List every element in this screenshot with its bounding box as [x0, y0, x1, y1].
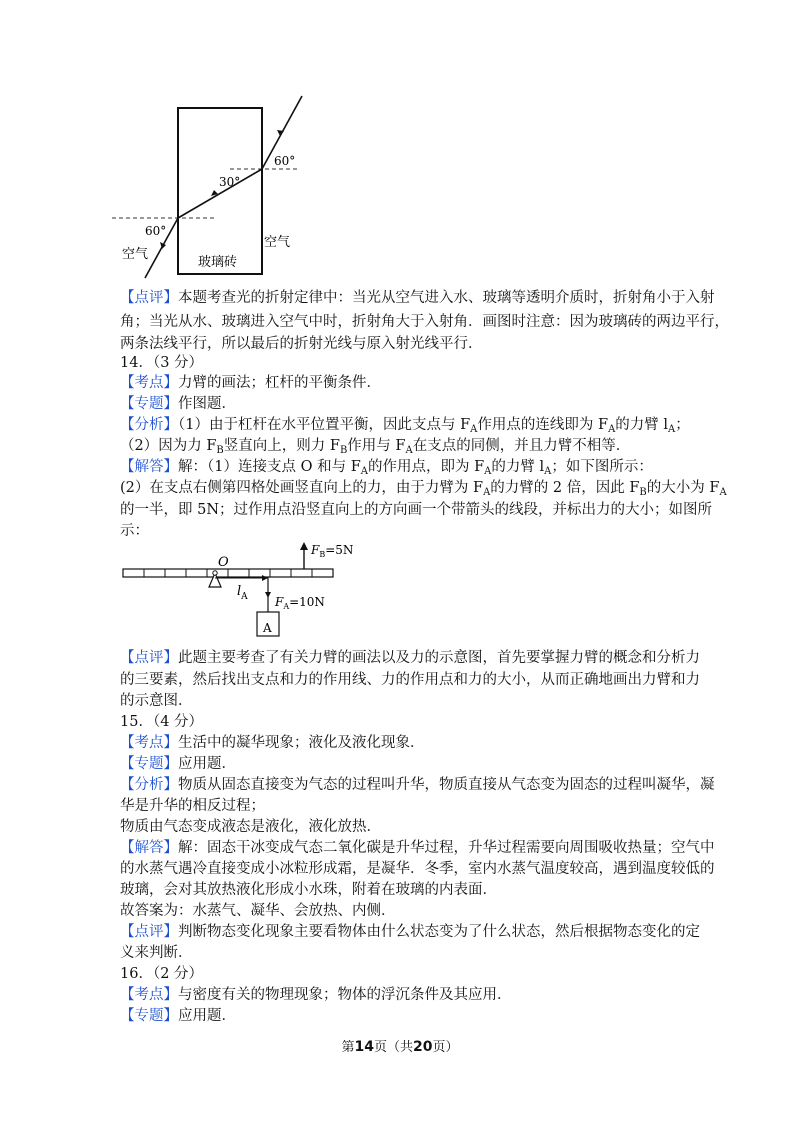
q15-fenxi-line3: 物质由气态变成液态是液化，液化放热．: [120, 819, 381, 835]
q15-fenxi-line1: 【分析】物质从固态直接变为气态的过程叫升华，物质直接从气态变为固态的过程叫凝华，凝: [120, 777, 715, 793]
q14-dianping-line1: 【点评】此题主要考查了有关力臂的画法以及力的示意图，首先要掌握力臂的概念和分析力: [120, 650, 700, 666]
q13-comment-line1: 【点评】本题考查光的折射定律中：当光从空气进入水、玻璃等透明介质时，折射角小于入射: [120, 290, 715, 306]
refraction-figure: [112, 92, 317, 282]
arrow-mark-1: [277, 130, 284, 136]
pivot-label: O: [218, 555, 229, 570]
q14-fenxi-line2: （2）因为力 $F_B$竖直向上，则力 $F_B$作用与 $F_A$在支点的同侧，并且力臂不相等．: [120, 438, 631, 456]
q15-dianping-line1: 【点评】判断物态变化现象主要看物体由什么状态变为了什么状态，然后根据物态变化的定: [120, 924, 700, 940]
pivot-point: [213, 571, 217, 575]
q15-jieda-line3: 玻璃，会对其放热液化形成小水珠，附着在玻璃的内表面．: [120, 882, 497, 898]
q16-header: 16．（2 分）: [120, 966, 204, 982]
force-fa-label: $F_A=10N$: [275, 595, 325, 611]
weight-block-label: A: [263, 621, 272, 635]
q14-zhuanti: 【专题】作图题．: [120, 396, 236, 412]
q14-jieda-line3: 的一半，即 5N；过作用点沿竖直向上的方向画一个带箭头的线段，并标出力的大小；如图所: [120, 502, 713, 518]
page-footer: 第14页（共20页）: [341, 1039, 459, 1055]
angle-mid-label: 30°: [219, 175, 241, 189]
air-left-label: 空气: [122, 247, 149, 262]
q15-fenxi-line2: 华是升华的相反过程；: [120, 798, 265, 814]
q14-jieda-line2: (2）在支点右侧第四格处画竖直向上的力，由于力臂为 $F_A$的力臂的 2 倍，因此 $F_B$的大小为 $F_A$: [120, 480, 727, 498]
q14-kaodian: 【考点】力臂的画法；杠杆的平衡条件．: [120, 375, 381, 391]
q15-kaodian: 【考点】生活中的凝华现象；液化及液化现象．: [120, 735, 425, 751]
page-number: 14: [354, 1039, 374, 1055]
glass-block: [178, 108, 262, 274]
q14-header: 14．（3 分）: [120, 355, 204, 371]
q15-zhuanti: 【专题】应用题．: [120, 756, 236, 772]
q14-jieda-line1: 【解答】解：（1）连接支点 O 和与 $F_A$的作用点，即为 $F_A$的力臂 $l_A$；如下图所示：: [120, 459, 653, 477]
q15-answer: 故答案为：水蒸气、凝华、会放热、内侧．: [120, 903, 396, 919]
q16-zhuanti: 【专题】应用题．: [120, 1008, 236, 1024]
force-fa-arrow: [265, 592, 271, 598]
angle-bottom-label: 60°: [145, 224, 167, 238]
q14-dianping-line2: 的三要素，然后找出支点和力的作用线、力的作用点和力的大小，从而正确地画出力臂和力: [120, 672, 700, 688]
q14-jieda-line4: 示：: [120, 523, 149, 539]
air-right-label: 空气: [264, 235, 291, 250]
moment-arm-label: $l_A$: [237, 584, 248, 602]
q13-comment-line2: 角；当光从水、玻璃进入空气中时，折射角大于入射角．画图时注意：因为玻璃砖的两边平行，: [120, 314, 729, 330]
q14-dianping-line3: 的示意图．: [120, 693, 193, 709]
angle-top-label: 60°: [274, 154, 296, 168]
q15-jieda-line1: 【解答】解：固态干冰变成气态二氧化碳是升华过程，升华过程需要向周围吸收热量；空气中: [120, 840, 715, 856]
glass-label: 玻璃砖: [198, 255, 238, 270]
force-fb-arrow: [300, 542, 308, 550]
q13-comment-line3: 两条法线平行，所以最后的折射光线与原入射光线平行．: [120, 336, 483, 352]
q15-header: 15．（4 分）: [120, 714, 204, 730]
q16-kaodian: 【考点】与密度有关的物理现象；物体的浮沉条件及其应用．: [120, 987, 512, 1003]
force-fb-label: $F_B=5N$: [311, 543, 354, 559]
lever-figure: [120, 540, 360, 640]
q15-jieda-line2: 的水蒸气遇冷直接变成小冰粒形成霜，是凝华．冬季，室内水蒸气温度较高，遇到温度较低的: [120, 861, 715, 877]
q15-dianping-line2: 义来判断．: [120, 945, 193, 961]
page-total: 20: [413, 1039, 433, 1055]
q14-fenxi-line1: 【分析】（1）由于杠杆在水平位置平衡，因此支点与 $F_A$作用点的连线即为 $F_A$的力臂 $l_A$；: [120, 417, 690, 435]
